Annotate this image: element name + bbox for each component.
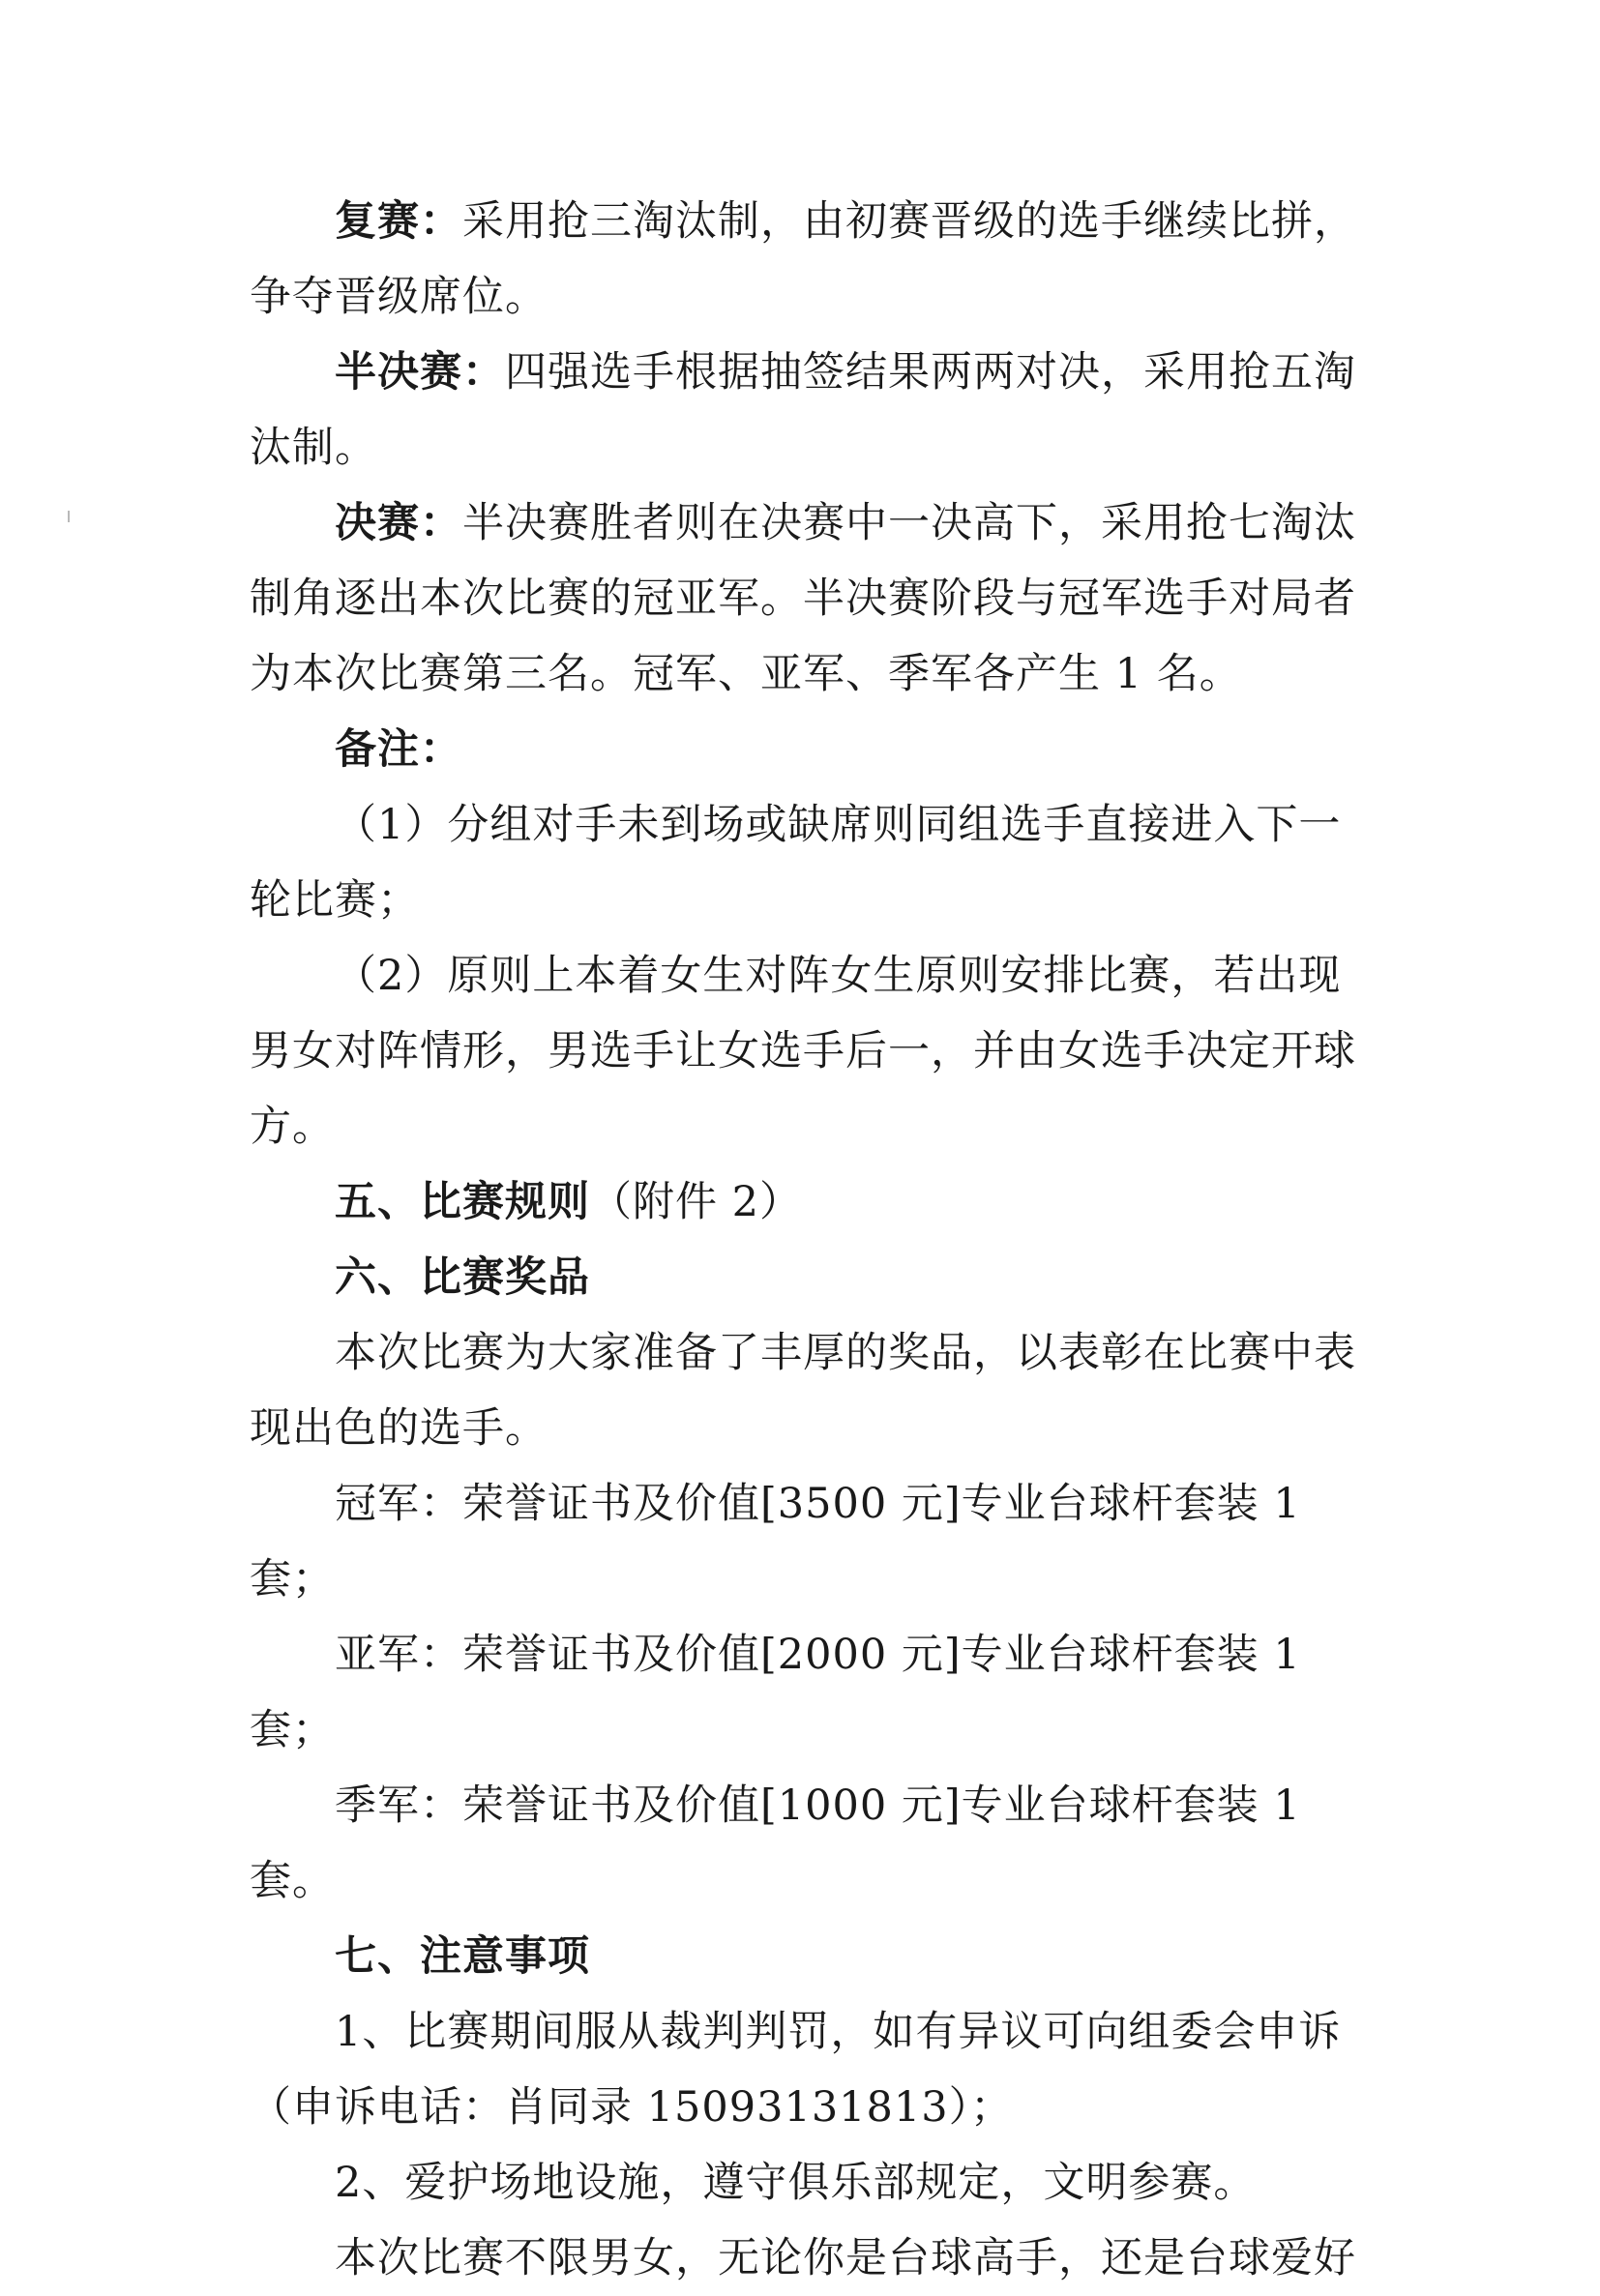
paragraph-text: 采用抢三淘汰制，由初赛晋级的选手继续比拼，争夺晋级席位。 xyxy=(250,197,1356,321)
closing-paragraph: 本次比赛不限男女，无论你是台球高手，还是台球爱好 xyxy=(335,2234,1356,2282)
paragraph-semifinal-round xyxy=(250,184,1376,335)
paragraph-remarks xyxy=(250,712,1376,787)
section-note: （附件 2） xyxy=(590,1178,803,1226)
paragraph-lead: 备注： xyxy=(335,725,462,774)
paragraph-lead: 复赛： xyxy=(335,197,462,246)
section-prizes xyxy=(250,1240,1376,1315)
prizes-intro: 本次比赛为大家准备了丰厚的奖品，以表彰在比赛中表现出色的选手。 xyxy=(250,1329,1356,1453)
paragraph-text: 半决赛胜者则在决赛中一决高下，采用抢七淘汰制角逐出本次比赛的冠亚军。半决赛阶段与冠军选手对局者为本次比赛第三名。冠军、亚军、季军各产生 1 名。 xyxy=(250,499,1356,698)
prize-third: 季军：荣誉证书及价值[1000 元]专业台球杆套装 1 套。 xyxy=(250,1781,1301,1905)
prize-runner-up: 亚军：荣誉证书及价值[2000 元]专业台球杆套装 1 套； xyxy=(250,1631,1301,1754)
paragraph-remark-2 xyxy=(250,938,1376,1164)
paragraph-remark-1 xyxy=(250,787,1376,938)
section-notices xyxy=(250,1919,1376,1994)
prize-champion: 冠军：荣誉证书及价值[3500 元]专业台球杆套装 1 套； xyxy=(250,1480,1301,1604)
paragraph-semifinal xyxy=(250,335,1376,486)
section-heading: 五、比赛规则 xyxy=(335,1178,590,1226)
section-rules xyxy=(250,1164,1376,1240)
notice-item-1: 1、比赛期间服从裁判判罚，如有异议可向组委会申诉（申诉电话：肖同录 15093131813）； xyxy=(250,2008,1342,2132)
paragraph-text: （1）分组对手未到场或缺席则同组选手直接进入下一轮比赛； xyxy=(250,801,1342,925)
paragraph-text: （2）原则上本着女生对阵女生原则安排比赛，若出现男女对阵情形，男选手让女选手后一，并由女选手决定开球方。 xyxy=(250,952,1356,1151)
section-heading: 六、比赛奖品 xyxy=(335,1253,590,1302)
paragraph-lead: 半决赛： xyxy=(335,348,505,397)
paragraph-lead: 决赛： xyxy=(335,499,462,547)
notice-item-2: 2、爱护场地设施，遵守俱乐部规定，文明参赛。 xyxy=(335,2159,1257,2207)
scan-speck xyxy=(68,511,70,522)
section-heading: 七、注意事项 xyxy=(335,1932,590,1981)
paragraph-final xyxy=(250,486,1376,712)
paragraph-text: 四强选手根据抽签结果两两对决，采用抢五淘汰制。 xyxy=(250,348,1356,472)
